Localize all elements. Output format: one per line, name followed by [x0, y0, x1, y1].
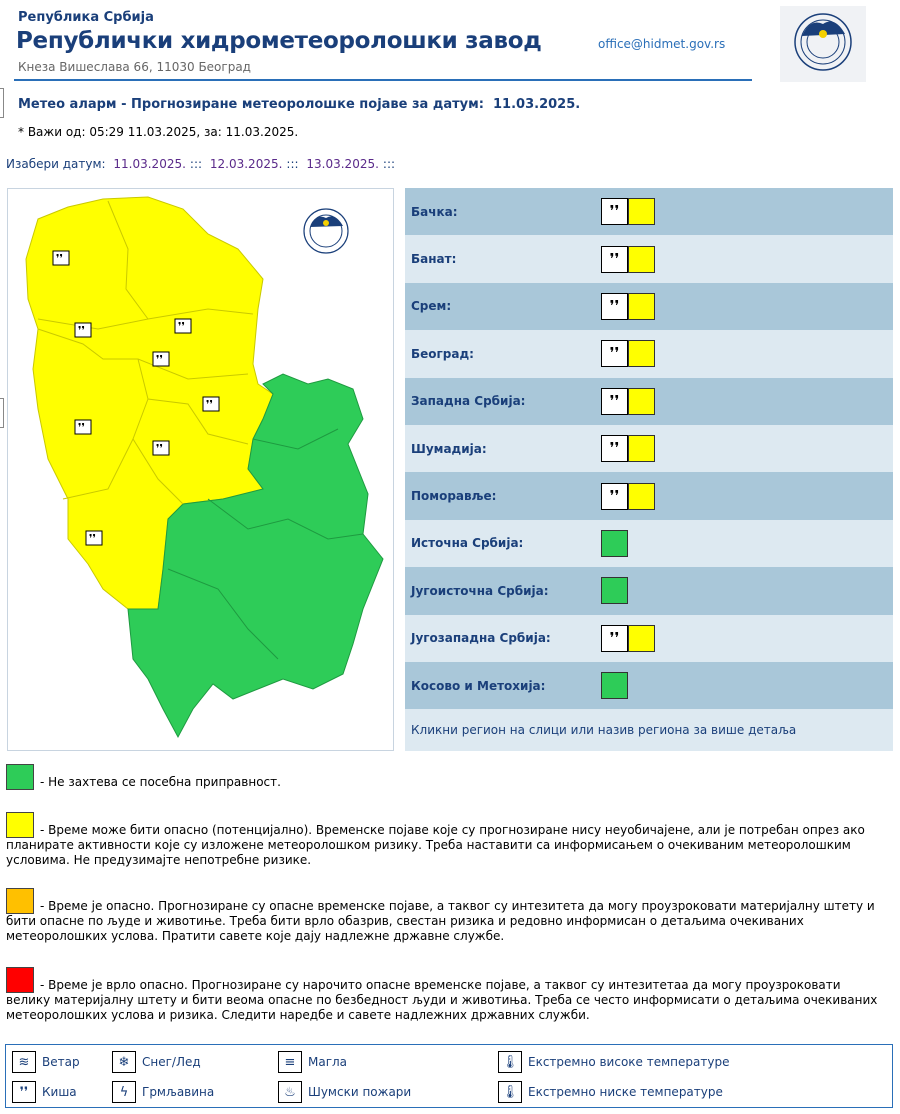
rain-icon: ❜❜: [601, 293, 628, 320]
region-name[interactable]: Источна Србија:: [411, 536, 524, 551]
left-edge-tab: [0, 88, 4, 118]
map-rain-icon[interactable]: [203, 397, 219, 411]
region-name[interactable]: Западна Србија:: [411, 394, 526, 409]
serbia-map[interactable]: [7, 188, 394, 751]
region-row[interactable]: [405, 330, 893, 377]
region-warning-icons: [601, 483, 655, 510]
warning-level-swatch: [601, 530, 628, 557]
region-row[interactable]: [405, 662, 893, 709]
date-picker-label: Изабери датум:: [6, 157, 106, 171]
icon-legend-item: [112, 1051, 201, 1073]
icon-legend-item: [12, 1051, 80, 1073]
region-row[interactable]: [405, 615, 893, 662]
svg-text:❜❜: ❜❜: [78, 421, 86, 434]
svg-text:❜❜: ❜❜: [206, 398, 214, 411]
icon-legend: [5, 1044, 893, 1108]
thermometer-high-icon: 🌡: [498, 1051, 522, 1073]
wildfire-icon: ♨: [278, 1081, 302, 1103]
warning-level-swatch: [628, 483, 655, 510]
rain-icon: ❜❜: [601, 435, 628, 462]
warning-level-swatch: [628, 435, 655, 462]
warning-level-swatch: [628, 293, 655, 320]
region-name[interactable]: Југоисточна Србија:: [411, 583, 549, 598]
region-warning-icons: [601, 672, 628, 699]
region-warning-icons: [601, 293, 655, 320]
warning-level-swatch: [628, 198, 655, 225]
icon-legend-label: Екстремно високе температуре: [528, 1055, 730, 1069]
map-rain-icon[interactable]: [86, 531, 102, 545]
region-name[interactable]: Срем:: [411, 299, 452, 314]
region-warning-icons: [601, 625, 655, 652]
icon-legend-item: [278, 1081, 411, 1103]
region-warning-icons: [601, 435, 655, 462]
date-sep: :::: [189, 157, 203, 171]
region-hint: Кликни регион на слици или назив региона за више детаља: [405, 709, 893, 751]
icon-legend-label: Грмљавина: [142, 1085, 215, 1099]
icon-legend-item: [112, 1081, 214, 1103]
legend-red-swatch: [6, 967, 34, 993]
region-row[interactable]: [405, 283, 893, 330]
legend-red: [6, 967, 886, 1023]
legend-green: [6, 764, 886, 790]
region-row[interactable]: [405, 520, 893, 567]
icon-legend-label: Снег/Лед: [142, 1055, 201, 1069]
icon-legend-label: Магла: [308, 1055, 348, 1069]
warning-level-swatch: [628, 246, 655, 273]
left-edge-tab: [0, 398, 4, 428]
map-rain-icon[interactable]: [153, 441, 169, 455]
icon-legend-label: Киша: [42, 1085, 77, 1099]
legend-orange-text: - Време је опасно. Прогнозиране су опасне временске појаве, а таквог су интезитета да могу проузроковати материјалну штету и бити опасне по људе и животиње. Треба бити врло обазрив, свестан ризика и редовно информисан о детаљима очекиваних метеоролошких услова. Пратити савете које дају надлежне државне службе.: [6, 899, 875, 943]
fog-icon: ≡: [278, 1051, 302, 1073]
svg-text:❜❜: ❜❜: [178, 320, 186, 333]
address: Кнеза Вишеслава 66, 11030 Београд: [18, 60, 251, 74]
rain-icon: ❜❜: [12, 1081, 36, 1103]
svg-text:❜❜: ❜❜: [56, 252, 64, 265]
legend-green-swatch: [6, 764, 34, 790]
region-row[interactable]: [405, 472, 893, 519]
alarm-title-date: 11.03.2025.: [493, 97, 581, 112]
validity-text: * Важи од: 05:29 11.03.2025, за: 11.03.2025.: [18, 125, 299, 139]
region-warning-icons: [601, 246, 655, 273]
rain-icon: ❜❜: [601, 625, 628, 652]
legend-yellow-text: - Време може бити опасно (потенцијално). Временске појаве које су прогнозиране нису неуобичајене, али је потребан опрез ако планирате активности које су изложене метеоролошком ризику. Треба наставити са информисањем о очекиваним метеоролошким условима. Не предузимајте непотребне ризике.: [6, 823, 865, 867]
svg-text:❜❜: ❜❜: [89, 532, 97, 545]
rain-icon: ❜❜: [601, 483, 628, 510]
svg-text:❜❜: ❜❜: [156, 353, 164, 366]
email-link[interactable]: office@hidmet.gov.rs: [598, 37, 726, 51]
warning-level-swatch: [628, 340, 655, 367]
map-rain-icon[interactable]: [75, 323, 91, 337]
date-link-2[interactable]: 12.03.2025.: [209, 157, 283, 171]
region-row[interactable]: [405, 567, 893, 614]
region-warning-icons: [601, 577, 628, 604]
alarm-title-text: Метео аларм - Прогнозиране метеоролошке појаве за датум:: [18, 97, 484, 112]
rain-icon: ❜❜: [601, 340, 628, 367]
region-name[interactable]: Поморавље:: [411, 489, 497, 504]
legend-orange-swatch: [6, 888, 34, 914]
rain-icon: ❜❜: [601, 198, 628, 225]
icon-legend-item: [278, 1051, 347, 1073]
region-name[interactable]: Шумадија:: [411, 441, 487, 456]
warning-level-swatch: [628, 388, 655, 415]
rain-icon: ❜❜: [601, 388, 628, 415]
region-name[interactable]: Југозападна Србија:: [411, 631, 551, 646]
icon-legend-label: Екстремно ниске температуре: [528, 1085, 723, 1099]
map-rain-icon[interactable]: [153, 352, 169, 366]
regions-list: [405, 188, 893, 751]
warning-level-swatch: [628, 625, 655, 652]
date-link-1[interactable]: 11.03.2025.: [113, 157, 186, 171]
map-rain-icon[interactable]: [53, 251, 69, 265]
icon-legend-item: [12, 1081, 77, 1103]
snow-icon: ❄: [112, 1051, 136, 1073]
date-picker: [6, 157, 395, 171]
icon-legend-label: Ветар: [42, 1055, 80, 1069]
institute-title[interactable]: Републички хидрометеоролошки завод: [16, 28, 542, 54]
map-rain-icon[interactable]: [75, 420, 91, 434]
region-warning-icons: [601, 198, 655, 225]
icon-legend-item: [498, 1051, 729, 1073]
region-name[interactable]: Банат:: [411, 252, 457, 267]
svg-text:❜❜: ❜❜: [78, 324, 86, 337]
legend-yellow: [6, 812, 886, 868]
republic-label: Република Србија: [18, 10, 154, 25]
region-row[interactable]: [405, 425, 893, 472]
lightning-icon: ϟ: [112, 1081, 136, 1103]
date-sep: :::: [382, 157, 396, 171]
alarm-title: [18, 97, 580, 112]
rhmz-logo[interactable]: [780, 6, 866, 82]
warning-level-swatch: [601, 577, 628, 604]
region-warning-icons: [601, 530, 628, 557]
header-divider: [14, 79, 752, 81]
map-logo: [304, 209, 348, 253]
legend-yellow-swatch: [6, 812, 34, 838]
warning-level-swatch: [601, 672, 628, 699]
rain-icon: ❜❜: [601, 246, 628, 273]
region-row[interactable]: [405, 235, 893, 282]
region-row[interactable]: [405, 378, 893, 425]
date-sep: :::: [286, 157, 299, 171]
legend-green-text: - Не захтева се посебна приправност.: [40, 775, 281, 789]
region-name[interactable]: Косово и Метохија:: [411, 678, 546, 693]
region-name[interactable]: Београд:: [411, 346, 474, 361]
region-name[interactable]: Бачка:: [411, 204, 458, 219]
region-warning-icons: [601, 388, 655, 415]
date-link-3[interactable]: 13.03.2025.: [306, 157, 379, 171]
icon-legend-label: Шумски пожари: [308, 1085, 412, 1099]
region-row[interactable]: [405, 188, 893, 235]
region-warning-icons: [601, 340, 655, 367]
legend-red-text: - Време је врло опасно. Прогнозиране су нарочито опасне временске појаве, а таквог су интезитетаа да могу проузроковати велику материјалну штету и бити веома опасне по безбедност људи и животиња. Треба се често информисати о детаљима очекиваних метеоролошких услова и ризика. Следити наредбе и савете надлежних државних служби.: [6, 978, 878, 1022]
wind-icon: ≋: [12, 1051, 36, 1073]
svg-text:❜❜: ❜❜: [156, 442, 164, 455]
legend-orange: [6, 888, 886, 944]
thermometer-low-icon: 🌡: [498, 1081, 522, 1103]
map-rain-icon[interactable]: [175, 319, 191, 333]
icon-legend-item: [498, 1081, 723, 1103]
